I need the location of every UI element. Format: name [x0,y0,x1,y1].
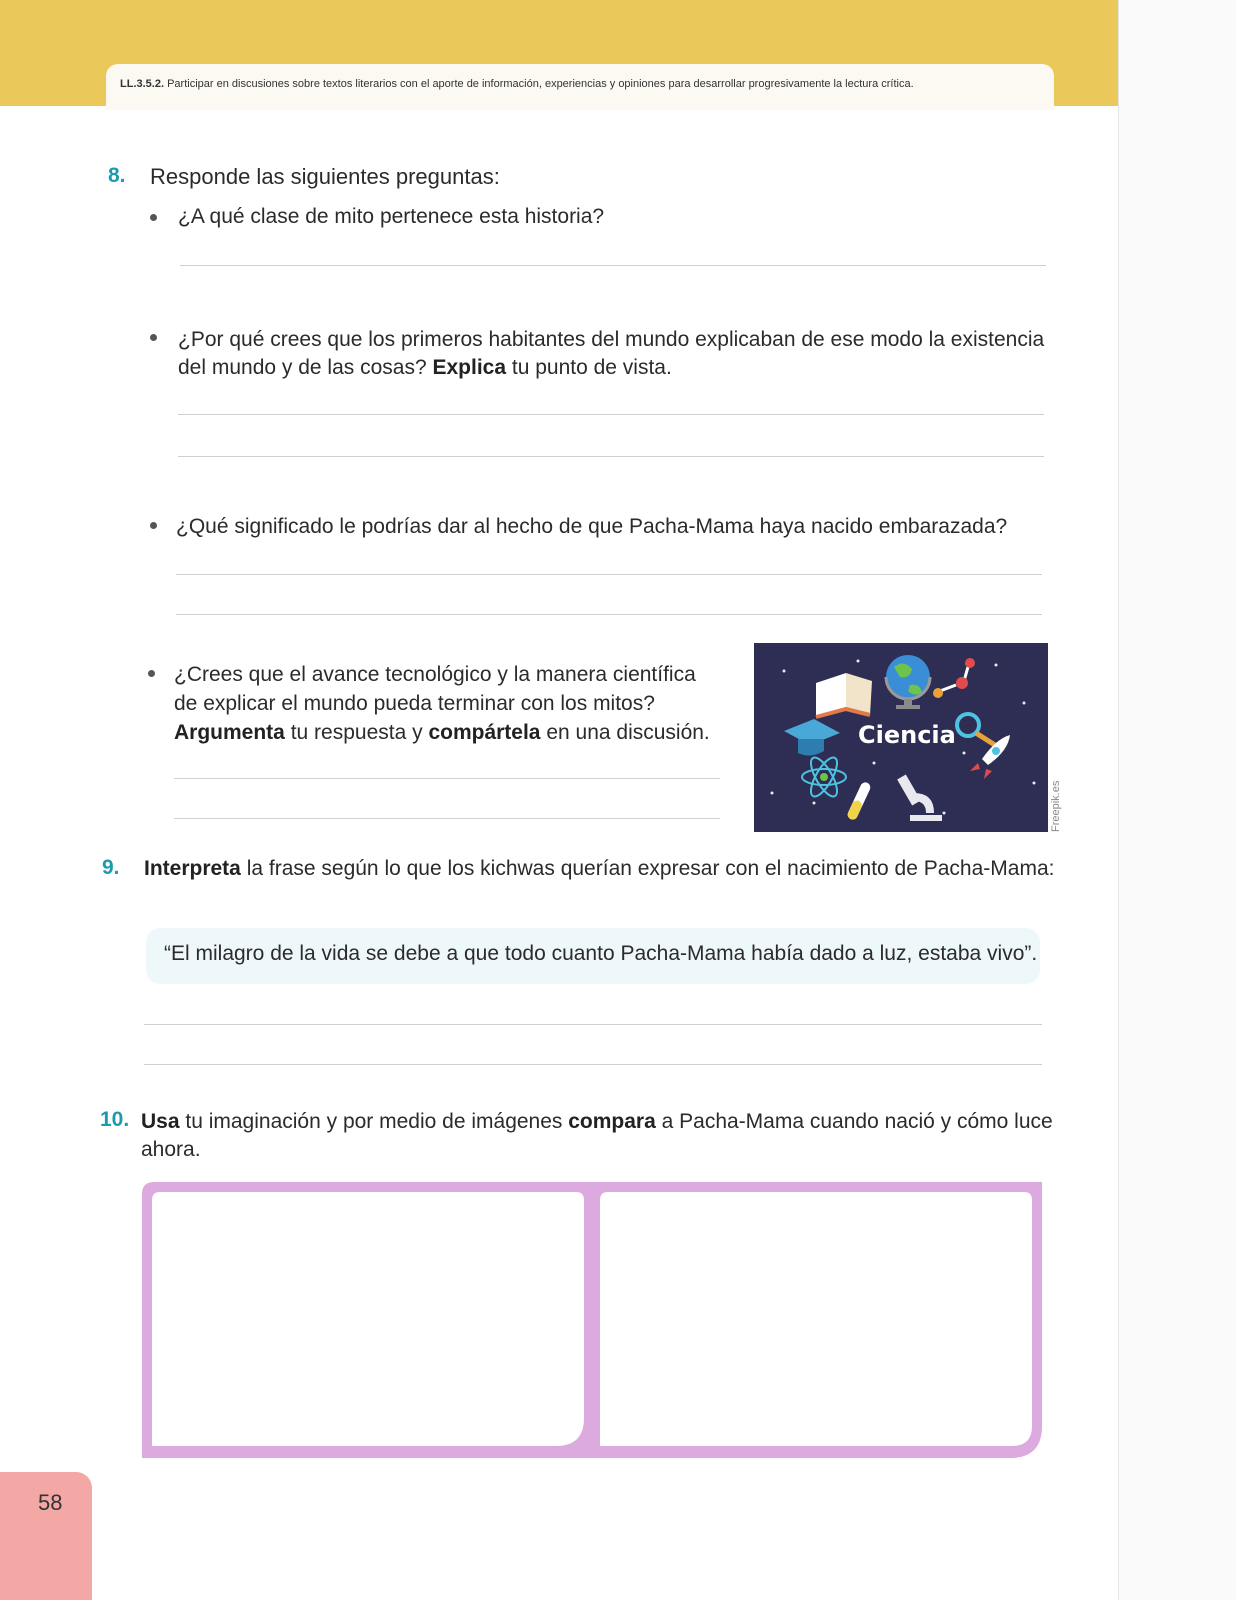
atom-icon [802,754,846,800]
question-10-text-end: a Pacha-Mama cuando nació y cómo luce [655,1110,1053,1133]
question-8-item-2 [178,326,1044,382]
page-edge [1118,0,1236,1600]
answer-line[interactable] [178,414,1044,415]
drawing-box-before [152,1192,584,1446]
microscope-icon [897,775,942,821]
question-8-verb: Responde [150,164,251,189]
question-8-item-4-line-3 [174,718,710,747]
question-8-item-2-line-1: ¿Por qué crees que los primeros habitantes del mundo explicaban de ese modo la existencia [178,328,1045,351]
question-10-number: 10. [100,1108,130,1131]
question-9-rest: la frase según lo que los kichwas querían expresar con el nacimiento de Pacha-Mama: [240,857,1055,880]
question-8-item-3: ¿Qué significado le podrías dar al hecho de que Pacha-Mama haya nacido embarazada? [176,515,1008,538]
answer-line[interactable] [144,1024,1042,1025]
bullet-dot [150,522,157,529]
question-8-prompt [150,164,500,190]
image-credit: Freepik.es [1050,780,1062,832]
question-9-prompt [144,857,1054,881]
bullet-dot [150,214,157,221]
curriculum-standard [106,64,1054,110]
answer-line[interactable] [174,778,720,779]
answer-line[interactable] [144,1064,1042,1065]
item-2-text-end: tu punto de vista. [506,356,672,379]
question-10-line-1 [141,1108,1053,1136]
compare-drawing-frame [138,1178,1044,1462]
answer-line[interactable] [178,456,1044,457]
question-8-number: 8. [108,164,126,187]
graduation-cap-icon [784,719,840,756]
science-illustration [754,643,1048,832]
molecule-icon [933,658,975,698]
image-label: Ciencia [858,721,956,749]
globe-icon [886,655,930,709]
drawing-box-now [600,1192,1032,1446]
question-9-verb: Interpreta [144,857,241,880]
question-8-item-4-line-1: ¿Crees que el avance tecnológico y la manera científica [174,663,696,686]
item-2-text: del mundo y de las cosas? [178,356,433,379]
page-number: 58 [38,1490,63,1515]
answer-line[interactable] [180,265,1046,266]
item-4-verb-1: Argumenta [174,721,285,744]
page-number-tab [0,1472,92,1600]
question-9-number: 9. [102,856,120,879]
question-8-item-4-line-2: de explicar el mundo pueda terminar con los mitos? [174,692,655,715]
bullet-dot [150,334,157,341]
quote-text: “El milagro de la vida se debe a que todo cuanto Pacha-Mama había dado a luz, estaba vivo”. [164,942,1038,965]
question-10-text: tu imaginación y por medio de imágenes [179,1110,569,1133]
answer-line[interactable] [174,818,720,819]
answer-line[interactable] [176,574,1042,575]
question-8-rest: las siguientes preguntas: [250,164,500,189]
question-8-item-1: ¿A qué clase de mito pertenece esta historia? [178,205,605,228]
question-10-prompt [141,1108,1053,1164]
question-10-line-2: ahora. [141,1138,201,1161]
item-4-text: tu respuesta y [284,721,429,744]
question-10-verb-2: compara [568,1110,656,1133]
standard-text [120,78,914,90]
book-icon [816,673,872,717]
item-4-text-end: en una discusión. [540,721,710,744]
item-4-verb-2: compártela [428,721,541,744]
standard-description: Participar en discusiones sobre textos literarios con el aporte de información, experiencias y opiniones para desarrollar progresivamente la lectura crítica. [167,78,914,90]
question-8-item-2-line-2 [178,354,1044,382]
question-8-item-4 [174,660,710,747]
bullet-dot [148,670,155,677]
magnifier-icon [957,714,998,747]
answer-line[interactable] [176,614,1042,615]
test-tube-icon [846,781,872,821]
standard-code: LL.3.5.2. [120,78,165,90]
quote-box [146,928,1040,984]
question-10-verb-1: Usa [141,1110,180,1133]
item-2-verb: Explica [432,356,507,379]
